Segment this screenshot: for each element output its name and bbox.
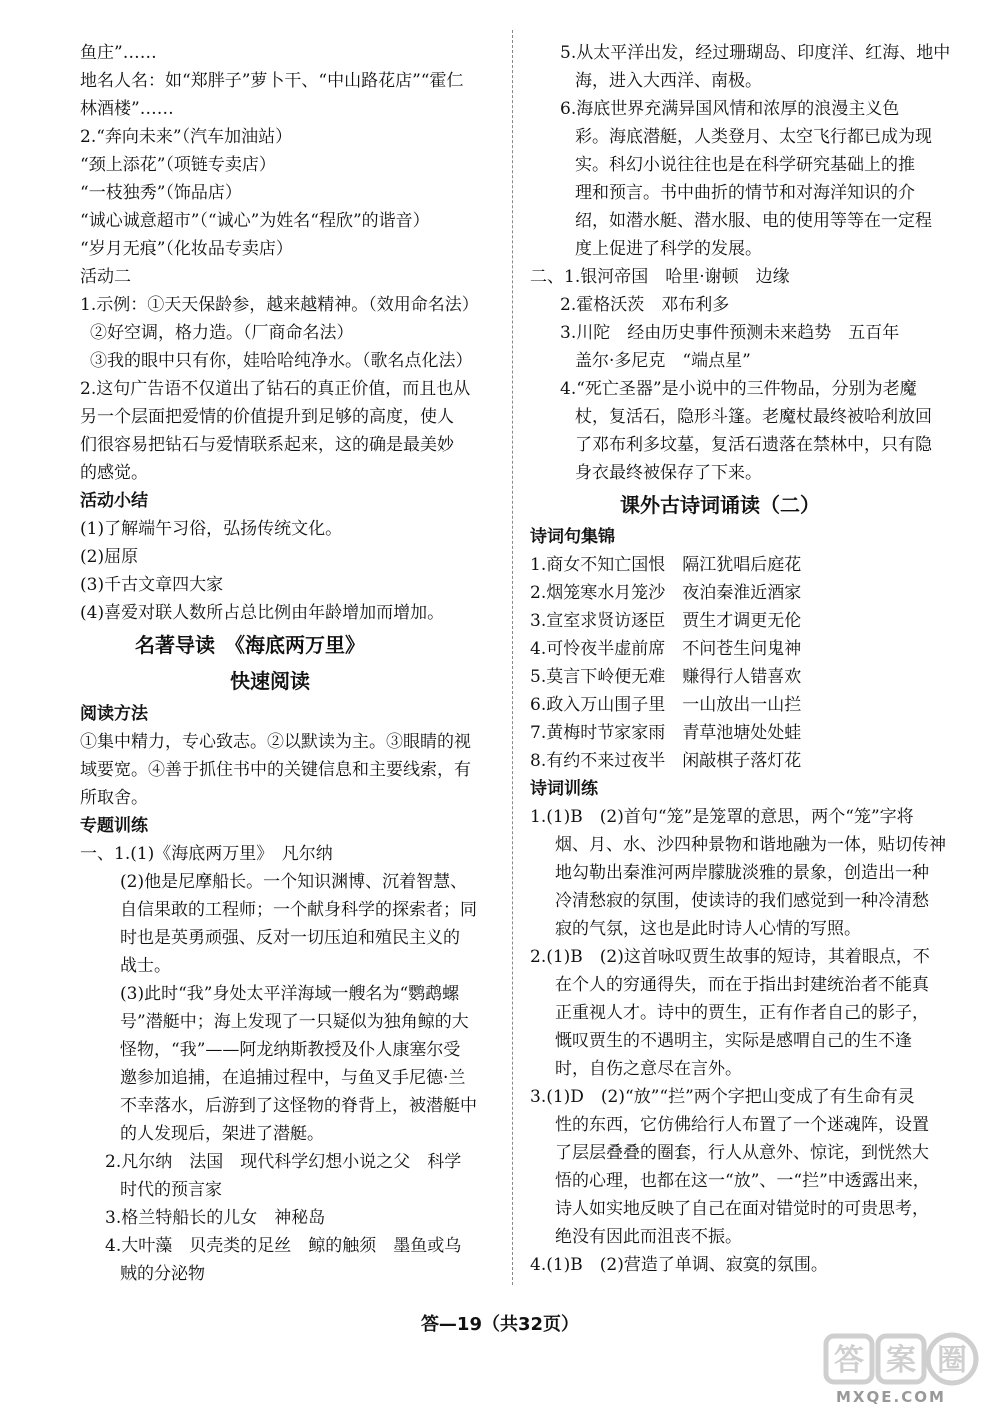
right-text-line: 二、1.银河帝国 哈里·谢顿 边缘 <box>530 267 790 287</box>
right-text-line: 身衣最终被保存了下来。 <box>575 463 762 483</box>
left-text-line: (3)此时“我”身处太平洋海域一艘名为“鹦鹉螺 <box>120 984 460 1004</box>
right-text-line: 海，进入大西洋、南极。 <box>575 71 762 91</box>
left-text-line: “诚心诚意超市”（“诚心”为姓名“程欣”的谐音） <box>80 211 430 231</box>
right-text-line: 诗词训练 <box>530 779 598 799</box>
left-text-line: 2.“奔向未来”（汽车加油站） <box>80 127 293 147</box>
right-text-line: 4.可怜夜半虚前席 不问苍生问鬼神 <box>530 639 802 659</box>
right-text-line: 2.烟笼寒水月笼沙 夜泊秦淮近酒家 <box>530 583 802 603</box>
left-text-line: 的感觉。 <box>80 463 148 483</box>
right-text-line: 6.政入万山围子里 一山放出一山拦 <box>530 695 802 715</box>
left-text-line: 怪物，“我”——阿龙纳斯教授及仆人康塞尔受 <box>120 1040 461 1060</box>
svg-text:案: 案 <box>886 1343 916 1378</box>
right-text-line: 3.(1)D (2)“放”“拦”两个字把山变成了有生命有灵 <box>530 1087 915 1107</box>
left-text-line: 战士。 <box>120 956 171 976</box>
right-text-line: 4.“死亡圣器”是小说中的三件物品，分别为老魔 <box>560 379 917 399</box>
left-text-line: 不幸落水，后游到了这怪物的脊背上，被潜艇中 <box>120 1096 477 1116</box>
left-text-line: 的人发现后，架进了潜艇。 <box>120 1124 324 1144</box>
left-text-line: 2.凡尔纳 法国 现代科学幻想小说之父 科学 <box>105 1152 462 1172</box>
left-text-line: 邀参加追捕，在追捕过程中，与鱼叉手尼德·兰 <box>120 1068 466 1088</box>
right-text-line: 课外古诗词诵读（二） <box>620 493 820 517</box>
left-text-line: 贼的分泌物 <box>120 1264 205 1284</box>
right-text-line: 3.川陀 经由历史事件预测未来趋势 五百年 <box>560 323 900 343</box>
left-text-line: “一枝独秀”（饰品店） <box>80 183 242 203</box>
right-text-line: 悟的心理，也都在这一“放”、一“拦”中透露出来， <box>555 1171 930 1191</box>
right-text-line: 绝没有因此而沮丧不振。 <box>555 1227 742 1247</box>
right-text-line: 1.(1)B (2)首句“笼”是笼罩的意思，两个“笼”字将 <box>530 807 914 827</box>
right-text-line: 实。科幻小说往往也是在科学研究基础上的推 <box>575 155 915 175</box>
left-text-line: “岁月无痕”（化妆品专卖店） <box>80 239 293 259</box>
right-text-line: 烟、月、水、沙四种景物和谐地融为一体，贴切传神 <box>555 835 946 855</box>
svg-text:圈: 圈 <box>937 1343 967 1378</box>
left-text-line: 名著导读 《海底两万里》 <box>135 633 365 657</box>
right-text-line: 2.(1)B (2)这首咏叹贾生故事的短诗，其着眼点，不 <box>530 947 930 967</box>
left-text-line: ①集中精力，专心致志。②以默读为主。③眼睛的视 <box>80 732 471 752</box>
right-text-line: 6.海底世界充满异国风情和浓厚的浪漫主义色 <box>560 99 900 119</box>
left-text-line: 时也是英勇顽强、反对一切压迫和殖民主义的 <box>120 928 460 948</box>
left-text-line: 阅读方法 <box>80 704 148 724</box>
right-text-line: 时，自伤之意尽在言外。 <box>555 1059 742 1079</box>
right-text-line: 5.莫言下岭便无难 赚得行人错喜欢 <box>530 667 802 687</box>
left-text-line: (1)了解端午习俗，弘扬传统文化。 <box>80 519 343 539</box>
watermark-url: MXQE.COM <box>836 1388 946 1406</box>
left-text-line: 们很容易把钻石与爱情联系起来，这的确是最美妙 <box>80 435 454 455</box>
left-text-line: ②好空调，格力造。（厂商命名法） <box>90 323 354 343</box>
right-text-line: 彩。海底潜艇，人类登月、太空飞行都已成为现 <box>575 127 932 147</box>
right-text-line: 度上促进了科学的发展。 <box>575 239 762 259</box>
left-text-line: 一、1.(1)《海底两万里》 凡尔纳 <box>80 844 333 864</box>
right-text-line: 2.霍格沃茨 邓布利多 <box>560 295 730 315</box>
left-text-line: 域要宽。④善于抓住书中的关键信息和主要线索，有 <box>80 760 471 780</box>
right-text-line: 8.有约不来过夜半 闲敲棋子落灯花 <box>530 751 802 771</box>
left-text-line: 所取舍。 <box>80 788 148 808</box>
right-text-line: 正重视人才。诗中的贾生，正有作者自己的影子， <box>555 1003 929 1023</box>
left-text-line: 1.示例：①天天保龄参，越来越精神。（效用命名法） <box>80 295 479 315</box>
left-text-line: 4.大叶藻 贝壳类的足丝 鲸的触须 墨鱼或乌 <box>105 1236 462 1256</box>
left-text-line: 专题训练 <box>80 816 148 836</box>
right-text-line: 性的东西，它仿佛给行人布置了一个迷魂阵，设置 <box>555 1115 929 1135</box>
left-text-line: 地名人名：如“郑胖子”萝卜干、“中山路花店”“霍仁 <box>80 71 464 91</box>
left-text-line: 3.格兰特船长的儿女 神秘岛 <box>105 1208 326 1228</box>
right-text-line: 盖尔·多尼克 “端点星” <box>575 351 751 371</box>
left-text-line: 号”潜艇中；海上发现了一只疑似为独角鲸的大 <box>120 1012 469 1032</box>
left-text-line: “颈上添花”（项链专卖店） <box>80 155 276 175</box>
left-text-line: 快速阅读 <box>230 669 310 693</box>
right-text-line: 诗词句集锦 <box>530 527 615 547</box>
left-text-line: 时代的预言家 <box>120 1180 222 1200</box>
left-text-line: 另一个层面把爱情的价值提升到足够的高度，使人 <box>80 407 454 427</box>
right-text-line: 地勾勒出秦淮河两岸朦胧淡雅的景象，创造出一种 <box>555 863 929 883</box>
right-text-line: 理和预言。书中曲折的情节和对海洋知识的介 <box>575 183 915 203</box>
column-divider <box>512 30 513 1285</box>
right-text-line: 在个人的穷通得失，而在于指出封建统治者不能真 <box>555 975 929 995</box>
right-text-line: 诗人如实地反映了自己在面对错觉时的可贵思考， <box>555 1199 929 1219</box>
left-text-line: ③我的眼中只有你，娃哈哈纯净水。（歌名点化法） <box>90 351 473 371</box>
left-text-line: 2.这句广告语不仅道出了钻石的真正价值，而且也从 <box>80 379 471 399</box>
right-text-line: 4.(1)B (2)营造了单调、寂寞的氛围。 <box>530 1255 828 1275</box>
right-text-line: 5.从太平洋出发，经过珊瑚岛、印度洋、红海、地中 <box>560 43 951 63</box>
right-text-line: 杖，复活石，隐形斗篷。老魔杖最终被哈利放回 <box>575 407 932 427</box>
right-text-line: 绍，如潜水艇、潜水服、电的使用等等在一定程 <box>575 211 932 231</box>
right-text-line: 了层层叠叠的圈套，行人从意外、惊诧，到恍然大 <box>555 1143 929 1163</box>
right-text-line: 寂的气氛，这也是此时诗人心情的写照。 <box>555 919 861 939</box>
left-text-line: (2)他是尼摩船长。一个知识渊博、沉着智慧、 <box>120 872 468 892</box>
left-text-line: (4)喜爱对联人数所占总比例由年龄增加而增加。 <box>80 603 445 623</box>
left-text-line: (2)屈原 <box>80 547 139 567</box>
left-text-line: 活动二 <box>80 267 131 287</box>
right-text-line: 慨叹贾生的不遇明主，实际是感喟自己的生不逢 <box>555 1031 912 1051</box>
right-text-line: 3.宣室求贤访逐臣 贾生才调更无伦 <box>530 611 802 631</box>
right-text-line: 1.商女不知亡国恨 隔江犹唱后庭花 <box>530 555 802 575</box>
left-text-line: 林酒楼”…… <box>80 99 174 119</box>
left-text-line: 自信果敢的工程师；一个献身科学的探索者；同 <box>120 900 477 920</box>
left-text-line: (3)千古文章四大家 <box>80 575 224 595</box>
page-footer: 答—19（共32页） <box>420 1314 580 1335</box>
left-text-line: 鱼庄”…… <box>80 43 157 63</box>
right-text-line: 冷清愁寂的氛围，使读诗的我们感觉到一种冷清愁 <box>555 891 929 911</box>
right-text-line: 了邓布利多坟墓，复活石遗落在禁林中，只有隐 <box>575 435 932 455</box>
right-text-line: 7.黄梅时节家家雨 青草池塘处处蛙 <box>530 723 802 743</box>
svg-text:答: 答 <box>834 1343 864 1378</box>
left-text-line: 活动小结 <box>80 491 148 511</box>
